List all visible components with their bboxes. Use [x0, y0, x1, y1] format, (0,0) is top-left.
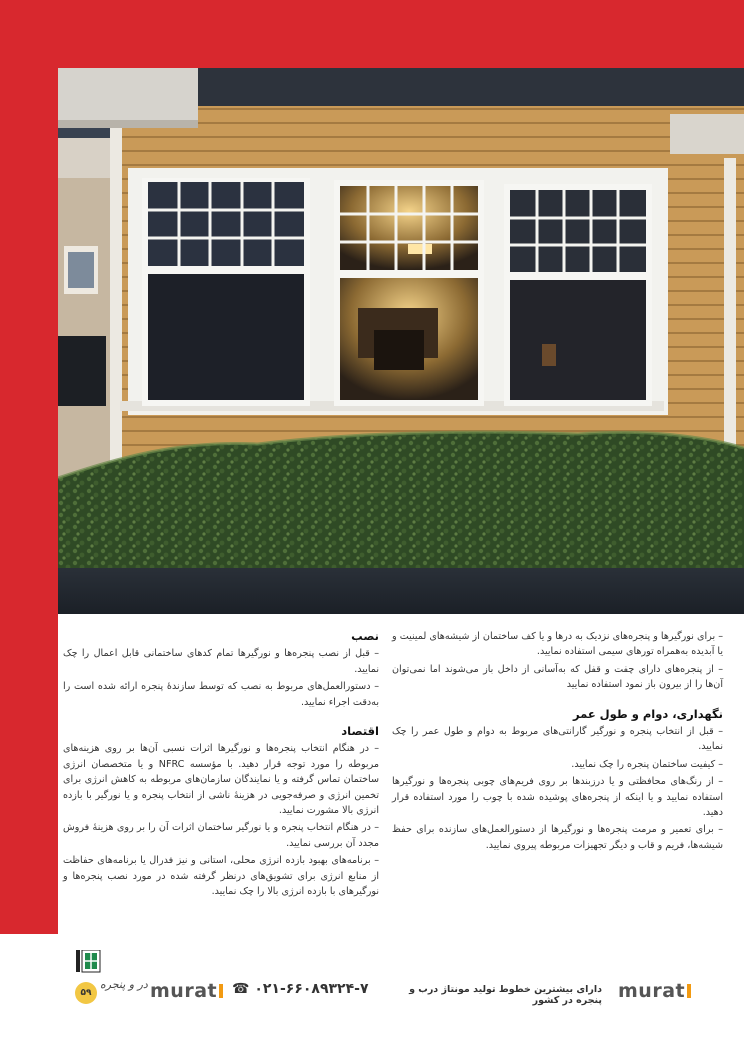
spacer	[392, 695, 723, 707]
section-heading-maintenance: نگهداری، دوام و طول عمر	[572, 706, 723, 721]
brand-name: murat	[150, 980, 218, 1002]
page-number: ۵۹	[75, 982, 97, 1004]
paragraph: – از رنگ‌های محافظتی و یا درزبندها بر روی فریم‌های چوبی پنجره‌ها و نورگیرها استفاده نمایید و یا اینکه از پنجره‌های پوشیده شده با چوب را مورد استفاده قرار دهید.	[392, 776, 723, 819]
logo-bracket-icon	[687, 984, 691, 998]
paragraph: – قبل از نصب پنجره‌ها و نورگیرها تمام کدهای ساختمانی قابل اعمال را چک نمایید.	[63, 648, 379, 675]
top-red-band	[0, 0, 744, 68]
article-right-column	[392, 629, 723, 855]
murat-logo-left	[150, 980, 223, 1002]
paragraph: – قبل از انتخاب پنجره و نورگیر گارانتی‌های مربوط به دوام و طول عمر را چک نمایید.	[392, 726, 723, 753]
paragraph: – دستورالعمل‌های مربوط به نصب که توسط سازندهٔ پنجره ارائه شده است را به‌دقت اجراء نمایید.	[63, 681, 379, 708]
paragraph: – در هنگام انتخاب پنجره و یا نورگیر ساختمان اثرات آن را بر روی هزینهٔ فروش مجدد آن بررسی نمایید.	[63, 822, 379, 849]
page-footer	[0, 950, 744, 1053]
house-window-photo	[58, 68, 744, 614]
telephone-icon: ☎	[232, 981, 250, 997]
paragraph: – از پنجره‌های دارای چفت و قفل که به‌آسانی از داخل باز می‌شوند اما نمی‌توان آن‌ها را از بیرون باز نمود استفاده نمایید	[392, 663, 723, 691]
section-heading-economy: اقتصاد	[341, 724, 379, 739]
logo-bracket-icon	[219, 984, 223, 998]
phone-number: ۰۲۱-۶۶۰۸۹۳۲۴-۷	[254, 981, 369, 997]
murat-logo-right	[618, 980, 691, 1002]
paragraph: – کیفیت ساختمان پنجره را چک نمایید.	[571, 758, 723, 770]
spacer	[63, 712, 379, 724]
left-red-band	[0, 68, 58, 934]
paragraph: – برای تعمیر و مرمت پنجره‌ها و نورگیرها از دستورالعمل‌های سازنده برای حفظ شیشه‌ها، فریم و قاب و دیگر تجهیزات مربوطه پیروی نمایید.	[392, 824, 723, 851]
brand-name: murat	[618, 980, 686, 1002]
article-left-column	[63, 629, 379, 902]
magazine-title: در و پنجره	[100, 978, 148, 991]
section-heading-installation: نصب	[351, 629, 379, 643]
footer-phone	[232, 981, 369, 997]
footer-tagline: دارای بیشترین خطوط تولید مونتاژ درب و پنجره در کشور	[409, 984, 602, 1006]
paragraph: – برای نورگیرها و پنجره‌های نزدیک به درها و یا کف ساختمان از شیشه‌های لمینیت و یا آبدیده به‌همراه تورهای سیمی استفاده نمایید.	[392, 631, 723, 658]
paragraph: – در هنگام انتخاب پنجره‌ها و نورگیرها اثرات نسبی آن‌ها بر روی هزینه‌های مربوطه را مورد توجه قرار دهید. با مؤسسه NFRC و یا متخصصان انرژی ساختمان تماس گرفته و یا نمایندگان سازمان‌های مربوطه به کاهش انرژی برای تخمین انرژی و صرفه‌جویی در هزینهٔ ناشی از انتخاب پنجره و یا نورگیر با بازده انرژی بالا مشورت نمایید.	[63, 743, 380, 817]
paragraph: – برنامه‌های بهبود بازده انرژی محلی، استانی و نیز فدرال یا برنامه‌های حفاظت از منابع انرژی برای تشویق‌های درنظر گرفته شده در مورد نصب پنجره‌ها و نورگیرهای با بازده انرژی بالا را چک نمایید.	[63, 855, 379, 898]
